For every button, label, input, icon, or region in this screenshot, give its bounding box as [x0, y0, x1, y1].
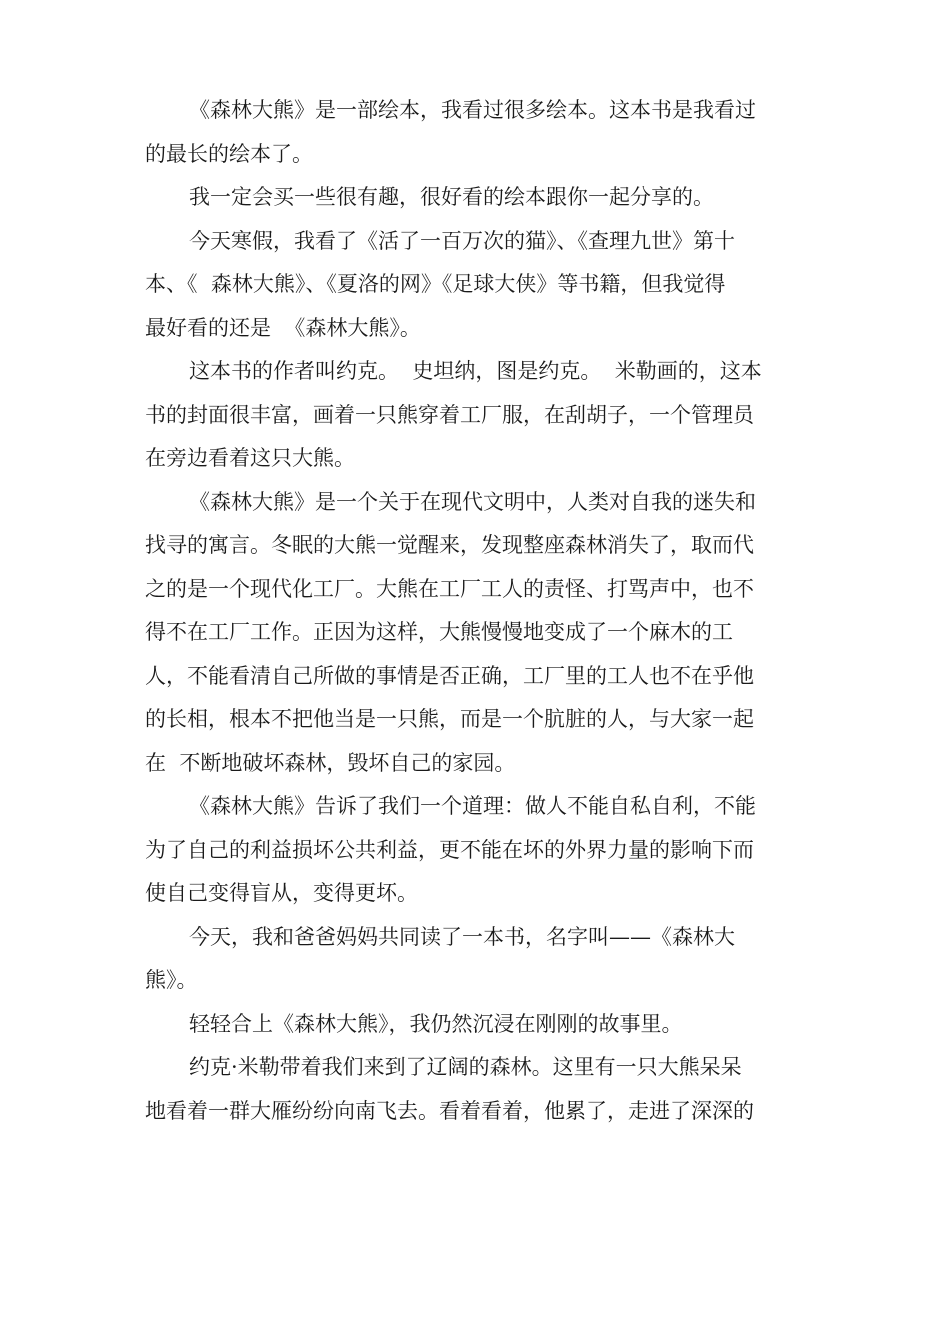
text-line: 轻轻合上《森林大熊》，我仍然沉浸在刚刚的故事里。 — [189, 1011, 683, 1036]
paragraph — [145, 350, 810, 481]
text-line: 得不在工厂工作。正因为这样，大熊慢慢地变成了一个麻木的工 — [145, 620, 733, 644]
text-line: 今天，我和爸爸妈妈共同读了一本书，名字叫——《森林大 — [189, 924, 735, 949]
paragraph — [145, 89, 810, 176]
text-line: 找寻的寓言。冬眠的大熊一觉醒来，发现整座森林消失了，取而代 — [145, 533, 754, 557]
text-line: 在 不断地破坏森林，毁坏自己的家园。 — [145, 750, 516, 775]
text-line: 这本书的作者叫约克。 史坦纳，图是约克。 米勒画的，这本 — [189, 359, 762, 383]
text-line: 本、《 森林大熊》、《夏洛的网》《足球大侠》等书籍，但我觉得 — [145, 272, 726, 296]
paragraph — [145, 220, 810, 351]
text-line: 书的封面很丰富，画着一只熊穿着工厂服，在刮胡子，一个管理员 — [145, 402, 754, 427]
document-body — [145, 89, 810, 1133]
text-line: 在旁边看着这只大熊。 — [145, 446, 355, 470]
paragraph — [145, 481, 810, 786]
paragraph — [145, 785, 810, 916]
text-line: 为了自己的利益损坏公共利益，更不能在坏的外界力量的影响下而 — [145, 837, 754, 862]
text-line: 人，不能看清自己所做的事情是否正确，工厂里的工人也不在乎他 — [145, 663, 754, 688]
text-line: 我一定会买一些很有趣，很好看的绘本跟你一起分享的。 — [189, 185, 714, 209]
text-line: 《森林大熊》是一个关于在现代文明中，人类对自我的迷失和 — [189, 489, 756, 514]
paragraph — [145, 916, 810, 1003]
text-line: 之的是一个现代化工厂。大熊在工厂工人的责怪、打骂声中，也不 — [145, 576, 754, 601]
text-line: 约克·米勒带着我们来到了辽阔的森林。这里有一只大熊呆呆 — [189, 1055, 742, 1079]
text-line: 《森林大熊》是一部绘本，我看过很多绘本。这本书是我看过 — [189, 98, 756, 122]
text-line: 最好看的还是 《森林大熊》。 — [145, 315, 421, 340]
text-line: 《森林大熊》告诉了我们一个道理：做人不能自私自利，不能 — [189, 794, 756, 818]
text-line: 使自己变得盲从，变得更坏。 — [145, 881, 418, 905]
text-line: 今天寒假，我看了《活了一百万次的猫》、《查理九世》第十 — [189, 228, 735, 253]
paragraph — [145, 1003, 810, 1047]
text-line: 的长相，根本不把他当是一只熊，而是一个肮脏的人，与大家一起 — [145, 707, 754, 731]
text-line: 的最长的绘本了。 — [145, 141, 313, 166]
text-line: 熊》。 — [145, 968, 198, 992]
paragraph — [145, 176, 810, 220]
text-line: 地看着一群大雁纷纷向南飞去。看着看着，他累了，走进了深深的 — [145, 1098, 754, 1123]
paragraph — [145, 1046, 810, 1133]
